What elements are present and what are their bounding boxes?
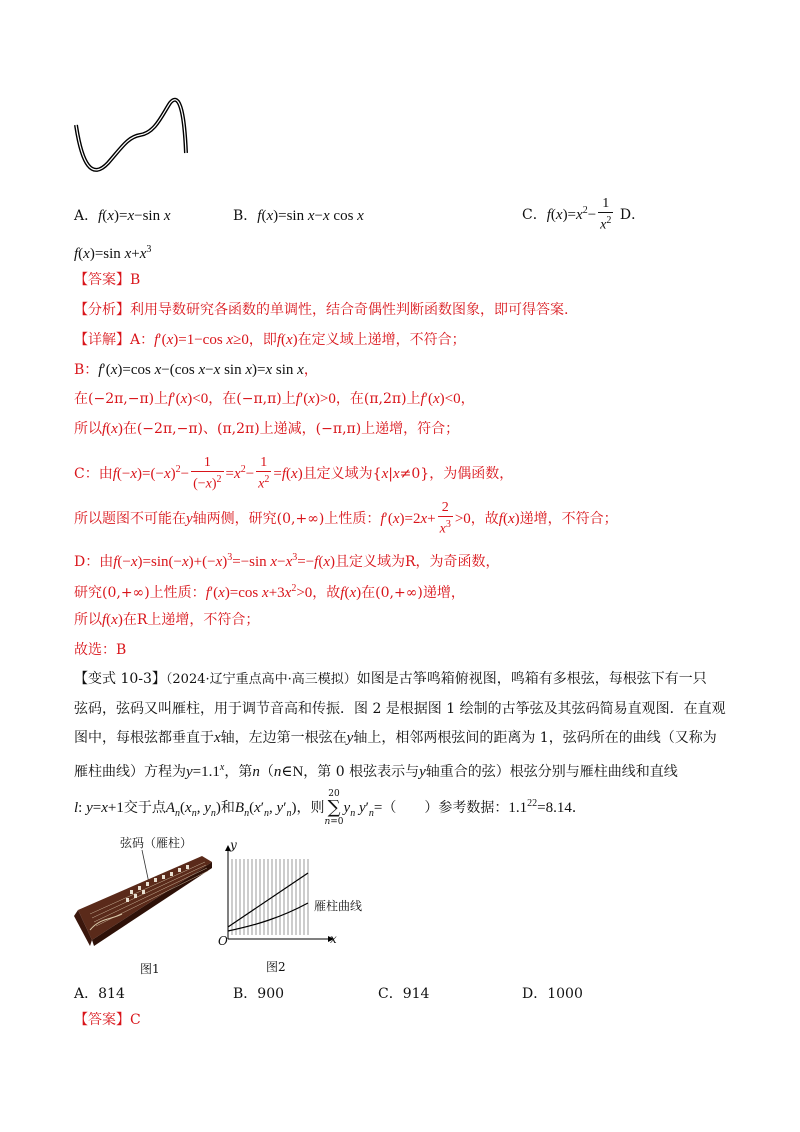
question-tag: 【变式 10-3】 (74, 671, 166, 687)
option-a-label: A． (74, 208, 99, 224)
question-line1: 【变式 10-3】（2024·辽宁重点高中·高三模拟）如图是古筝鸣箱俯视图，鸣箱有多根弦，每根弦下有一只 (74, 671, 707, 687)
question-line5: l: y=x+1交于点$A_n(x_n$, $y_n$)和$B_n(x'_n$, $y'_n$)，则 20 ∑ n=0 $y_n$ $y'_n=$（ ）参考数据：$1.1^{22}=8.14$． (74, 789, 586, 827)
string-diagram (212, 835, 342, 955)
curve-label: 雁柱曲线 (314, 899, 363, 913)
analysis-text: 利用导数研究各函数的单调性，结合奇偶性判断函数图象，即可得答案. (130, 302, 569, 318)
answer-prev: 【答案】B (74, 272, 141, 288)
option-b-label: B． (233, 208, 258, 224)
answer-option-a-label: A． (74, 986, 99, 1002)
answer-option-b-label: B． (233, 986, 258, 1002)
question-line2: 弦码，弦码又叫雁柱，用于调节音高和传振．图 2 是根据图 1 绘制的古筝弦及其弦码简易直观图．在直观 (74, 701, 726, 717)
analysis-tag: 【分析】 (74, 302, 130, 318)
answer-option-d-value: 1000 (547, 986, 583, 1002)
axis-x-label: x (330, 932, 337, 946)
option-c[interactable]: C．$f(x)=x^2-$ $\frac{1}{x^2}$ D． (522, 196, 646, 233)
detail-tag: 【详解】 (74, 332, 130, 348)
answer-option-d-label: D． (522, 986, 548, 1002)
detail-c2: 所以题图不可能在y轴两侧，研究(0,+∞)上性质：f′(x)=2x+ $\frac{2}{x^3}$ >0，故f(x)递增，不符合； (74, 500, 618, 537)
answer-option-a[interactable] (74, 983, 125, 1003)
answer-option-b-value: 900 (257, 986, 285, 1002)
answer-option-c-value: 914 (402, 986, 430, 1002)
option-c-label: C． (522, 206, 547, 223)
question-line4: 雁柱曲线）方程为$y=1.1^x$，第n（n∈N，第 0 根弦表示与y轴重合的弦）根弦分别与雁柱曲线和直线 (74, 762, 678, 780)
detail-b3: 所以f(x)在(−2π,−π)、(π,2π)上递减，(−π,π)上递增，符合； (74, 421, 460, 437)
figure1-label: 弦码（雁柱） (120, 836, 193, 850)
option-b[interactable]: B．f(x)=sin x−x cos x (233, 208, 364, 224)
question-source: （2024·辽宁重点高中·高三模拟） (165, 672, 357, 687)
question-line3: 图中，每根弦都垂直于x轴，左边第一根弦在y轴上，相邻两根弦间的距离为 1，弦码所在的曲线（又称为 (74, 730, 717, 746)
option-d-formula: f(x)=sin $x+x^3$ (74, 244, 152, 262)
axis-y-label: y (230, 838, 237, 852)
detail-b2: 在(−2π,−π)上f′(x)<0，在(−π,π)上f′(x)>0，在(π,2π)上f′(x)<0， (74, 391, 475, 407)
answer-option-a-value: 814 (98, 986, 125, 1002)
analysis (74, 300, 568, 320)
detail-d3: 所以f(x)在R上递增，不符合； (74, 612, 260, 628)
answer-option-c-label: C． (378, 986, 403, 1002)
option-d-label: D． (619, 206, 646, 223)
answer-option-b[interactable] (233, 983, 284, 1003)
detail-b1: B：f′(x)=cos x−(cos x−x sin x)=x sin x， (74, 362, 318, 378)
answer-option-d[interactable] (522, 983, 583, 1003)
detail-d1: D：由$f(-x)=\sin(-x)+(-x)^3=-\sin$ $x-x^3=-f(x)$且定义域为R，为奇函数， (74, 552, 500, 570)
conclusion: 故选：B (74, 642, 127, 658)
figure2-caption: 图2 (266, 960, 286, 974)
answer-current: 【答案】C (74, 1012, 141, 1028)
option-a[interactable]: A．f(x)=x−sin x (74, 208, 171, 224)
detail-c1: C：由$f(-x)=(-x)^2-$ $\frac{1}{(-x)^2}$ $=x^2-$ $\frac{1}{x^2}$ =f(x)且定义域为{x|x≠0}，为偶函数， (74, 455, 514, 492)
figure1-caption: 图1 (140, 962, 160, 976)
origin-label: O (218, 934, 228, 948)
answer-option-c[interactable] (378, 983, 429, 1003)
function-graph-figure (70, 95, 195, 185)
zither-photo (70, 848, 215, 958)
detail-d2: 研究(0,+∞)上性质：f′(x)=cos $x+3x^2>0$，故f(x)在(0,+∞)递增， (74, 583, 465, 601)
detail-a: 【详解】A：f′(x)=1−cos x≥0，即f(x)在定义域上递增，不符合； (74, 332, 466, 348)
